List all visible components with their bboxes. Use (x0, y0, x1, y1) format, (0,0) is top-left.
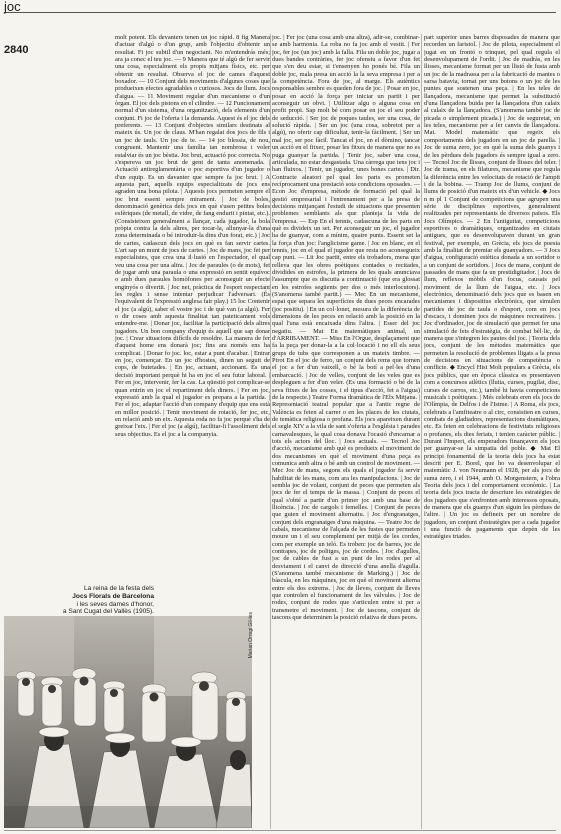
photo-caption (4, 585, 154, 616)
caption-line-bold: Jocs Florals de Barcelona (72, 592, 154, 600)
caption-line: i les seves dames d'honor, (76, 600, 154, 608)
caption-line: La reina de la festa dels (83, 585, 154, 592)
photo-credit: Marian Orregi Gil-tes (248, 612, 254, 659)
text-column-1 (115, 34, 270, 589)
text-column-2 (272, 34, 420, 829)
footer-rule (4, 830, 556, 831)
page-number: 2840 (4, 44, 29, 56)
column-divider (421, 34, 422, 829)
running-header: joc (4, 0, 21, 14)
column-text: part superior unes barres disposades de manera que recorden un faristol. | Joc de pilota, especialment el jugat en un frontó o trinquet, pel qual regula el desenvolupament de l'ordit. | Joc de madràs, en les llisses, mecanisme format per un llistó de fusta amb un joc de la madrassa per a la fabricació de mantes o sarsa batavia, tornat per uns botons o un joc de les puntes que sostenen una peça. | En les teles de llançadora, mecanisme que permet la substitució d'una llançadora buida per la llançadora d'un calaix al calaix de la llançadora. (S'anomena també joc de picada o simplement picada.) | Joc de seguretat, en les teles, mecanisme per a fer canvis de llançadora. Mat. Model matemàtic que regeix els comportaments dels jugadors en un joc de parella. | Joc de suma zero, joc en què la suma dels guanys i de les pèrdues dels jugadors és sempre igual a zero. — Tecnol Joc de llisses, conjunt de llisses del teler. | Joc de trama, en els filatures, mecanisme que regula la diferència entre les velocitats de rotació de l'ampit i de la bobina. — Tramp Joc de llums, conjunt de llums de posició d'un mateix eix d'un vehicle. ◆ Jocs n m pl 1 Conjunt de competicions que agrupen una sèrie de disciplines esportives, generalment realitzades per representants de diversos països. Els Jocs Olímpics. — 2 En l'antiguitat, competicions esportives o dramàtiques, organitzades en ciutats antigues, que es desenvolupaven durant un gran festival, per exemple, en Grècia, els jocs de poesia amb la finalitat de premiar els guanyadors. — 3 Jocs d'aigua, configuració estètica donada a un sortidor o a un conjunt de sortidors. | Jocs de mans, conjunt de passades de mans que fa un prestidigitador. | Jocs de llum, reflexos mòbils d'un focus, causats pel moviment de la llum de l'aigua, etc. | Jocs electrònics, denominació dels jocs que es basen en mecanismes i dispositius electrònics, que simulen partides de joc de taula o d'esport, com en jocs d'escacs, i dominen jocs de màquines recreatives. | Joc d'ordinador, joc de simulació que permet fer una simulació de fets d'estratègia, de combat bèl·lic, de manera que s'integren les pautes del joc. | Teoria dels jocs, conjunt de les mètodes matemàtics que permeten la resolució de problemes lligats a la presa de decisions en situacions de competència o conflicte. ◆ Encycl Hist Molt populars a Grècia, els jocs públics, que en època clàssica es presentaven com a concursos atlètics (lluita, curses, pugilat, disc, curses de carros, etc.), també hi havia competicions musicals i poètiques. | Més celebrats eren els jocs de l'Olímpia, de Delfos i de l'Istme. | A Roma, els jocs, celebrats a l'amfiteatre o al circ, consistien en curses, combats de gladiadors, representacions dramàtiques, etc. Es feien en celebracions de festivitats religioses o profanes, els dies feriats, i tenien caràcter públic. | Durant l'Imperi, els emperadors finançaven els jocs per guanyar-se la simpatia del poble. ◆ Mat El principi fonamental de la teoria dels jocs ha estat descrit per E. Borel, que ho va desenvolupar el matemàtic J. von Neumann el 1928, per als jocs de suma zero, i el 1944, amb O. Morgenstern, a l'obra Teoria dels jocs i del comportament econòmic. | La teoria dels jocs tracta de descriure les estratègies de dos jugadors que s'enfronten amb interessos oposats, de manera que els guanys d'un siguin les pèrdues de l'altre. | Un joc es defineix per un nombre de jugadors, un conjunt d'estratègies per a cada jugador i una funció de pagaments que depèn de les estratègies triades. (424, 34, 560, 541)
column-divider (270, 34, 271, 829)
photo-image (4, 616, 252, 828)
caption-line: a Sant Cugat del Vallès (1905). (62, 608, 154, 616)
text-column-3 (424, 34, 560, 829)
column-text: molt potent. Els devanters tenen un joc rápid. 8 fig Manera d'actuar d'algú o d'un grup, amb l'objectiu d'obtenir un resultat. Fi joc subtil d'un negociant. No m'entendrás més; ara ja conec el teu joc. — 9 Manera que té algú de fer servir una cosa, especialment els propis mitjans físics, etc. per obtenir un resultat. Observa el joc de cames d'aquest boxador. — 10 Conjunt dels moviments d'algunes coses que produeixen efectes agradables o curiosos. Jocs de llum. Jocs d'aigua. — 11 Moviment regular d'un mecanisme o d'un òrgan. El joc dels pistons en el cilindre. — 12 Funcionament normal d'un sistema, d'una organització, dels elements d'un conjunt. Fi joc de l'oferta i la demanda. Aquest és el joc dels preferents. — 13 Conjunt d'objectes similars destinats al mateix ús. Un joc de claus. M'han regalat dos jocs de fils i un joc de tauls. Un joc de te. — 14 joc blessia, de nou, congruent. Mantenir una família tan nombrosa i voler estalviar és un joc bèstia. Joc brut, actuació poc correcta. No s'espereva un joc brut de gent de tanta anomenada. | Actuació antireglamentària o poc esportiva d'un jugador o d'un equip. Es un davanter que sempre fa joc brut. | A aquesta part, aquells equips especialitzats de jocs ens agraden una bona pilota. | Aquests jocs permeten sempre el joc brut essent sempre mirament. | Joc de boles, denominació genèrica dels jocs en què s'usen petites boles esfèriques (de metall, de vidre, de fang endurit i pintat, etc.). (Consisteixen generalment a llançar, cada jugador, la bola pròpia contra la dels altres, per tocar-la, allunyar-la d'una zona determinada o bé introduir-la dins d'un forat, etc.) | Joc de cartes, cadascun dels jocs en què es fan servir cartes. L'art sap un munt de jocs de cartes. | Joc de mans, joc fet per especialistes, que crea una il·lusió en l'espectador, el qual veu una cosa per una altra. | Joc de paraules (o de mots), fet de jugar amb una paraula o una expressió en sentit equívoc o amb dues paraules homòfones per aconseguir un efecte enginyós o divertit. | Joc net, pràctica de l'esport respectant les regles i sense intentar perjudicar l'adversari. (És l'equivalent de l'expressió anglesa fair play.) 15 loc Contenir el joc (a algú), saber el vostre joc i de què van (a algú). Fer o dir coses amb aquesta finalitat tan pateticament vols entendre-me. | Donar joc, facilitar la participació dels altres jugadors. Un bon company d'equip és aquell que sap donar joc. | Crear situacions difícils de resoldre. La manera de fer d'aquest home ens donarà joc; fins ara només ens ha complicat. | Donar fo joc. loc, estar a punt d'acabar. | Entrar en joc, començar. En un joc d'hostes, dinen un seguit de cops, de butetades. | En joc, actuant, accionant. Es una decisió important perquè hi ha en joc el seu futur laboral. | Fer en joc, intervenir, fer la cas. La qüestió pot complicar-se quan entrin en joc el repartiment dels diners. | Fer en joc, expressió amb la qual el jugador es prepara a la partida. | Fer el joc, adaptar l'acció d'un company d'equip que ens està en millor posició. | Tenir moviment de rotació, fer joc, etc, en relació amb un eix. Aquesta roda no fa joc perquè s'ha de greixar l'eix. | Fer el joc (a algú), facilitar-li l'assoliment dels seus objectius. Es el joc a la companyia. (115, 34, 270, 438)
header-rule (4, 12, 556, 13)
column-text: joc. | Fer joc (una cosa amb una altra), adir-se, combinar-se amb harmonia. La roba no fa joc amb el vestit. | Fer joc, fer joc (un joc) amb la falla. Fila un doble joc, jugar a dues bandes contràries, fer joc ofensiu a favor d'un fet que s'en deu estar, si t'ensenyen ho ponés bé. Fila un doble joc, mala presa un acció la la seva empresa i per a la competència. Fora de joc, al marge. Els autèntics responsables sembre es queden fora de joc. | Posar en joc, posar en acció la força per iniciar un partit i per aconseguir un obvi. | Utilitzar algu o alguna cosa en profit propi. Sap molt bé com posar en joc el seu poder de seducció. | Ser joc de poques taules, ser una cosa, de solució ràpida. | Ser un joc (una cosa, sobretot per a algú), no oferir cap dificultat, tenir-la fàcilment. | Ser un mal joc, ser poc fàcil. Tancat el joc, en el dòmino, tancar un acció en el fitxer, posar les fitxes de manera que no es puga guanyar la partida. | Tenir joc, saber una cosa, articulada, no estar desgastada. Una càrrega que tens joc i han fluixos. | Tenir, un jugador, unes bones cartes. | Dir. Contracte aleatori pel qual les parts es prometen recíprocament una prestació sota condicions oposades. — Econ Joc d'empresa, mètode de formació pel qual la gestió empresarial i l'entrenament per a la presa de decisions mitjançant l'estudi de situacions que presenten problemes semblants als que planteja la vida de l'empresa. — Esp En el tennis, cadascuna de les parts en què es divideix un set. Per aconseguir un joc, el jugador ha de guanyar, com a mínim, quatre punts. Essent set la la força d'un joc: l'anglicisme game. | Joc en blanc, en el tennis, joc en el qual el jugador que resta no aconsegueix cap punt. — Lit Joc partit, entre els trobadors, mena que relleva que les obres poètiques contades o recitades, dividides en estrofes, la primera de les quals anunciava l'assumpte que es discutia a continuació (que era glossat en les estrofes següents per dos o més interlocutors). (S'anomena també partit.) — Mec En un mecanisme, espai que separa les superfícies de dues peces encarades (joc positiu). | En un col·lonet, mesura de la diferència de dimensions de les peces en relació amb la posició en la qual l'una està encaixada dins l'altra. | Esser del joc negatiu. — Mat En matemàtiques animal, un d'ARRIBAMENT. — Miss En l'Orgue, desplaçament que fa la peça per donar-la a la col·locació i no ell els seus grups de tubs que corresponen a un mateix timbre. — Pirot En el joc de ferro, un conjunt dels rems que tornen el joc a fer d'un vaixell, o bé la botí a pel·les d'una embarcació. | Joc de velles, conjunt de les veles que es despleguen a fer d'un veler. (Es una formació o bé de la seva fitxes de les cosses, i el tipus d'acció, fet a l'aigua) de la respecte.) Teatre Forma dramàtica de l'Elx Mitjana. | Representació teatral popular que a l'antic regne de València es feien al carrer o en les places de les ciutats, de temàtica religiosa o profana. Els jocs apareixen durant el segle XIV a la vila de sant s'oferia a l'església i parades carnavalesques, la qual cosa donava l'ocasió d'encarnar a tots els actors del lloc. | Jocs actuals. — Tecnol Joc d'acció, mecanisme amb què es produeix el moviment de dos mecanismes en què el moviment d'una peça es comunica amb altra o bé amb un control de moviment. — Mec Joc de mans, segons els quals el jugador fa servir habilitat de les mans, com ara les manipulacions. | Joc de sembla joc de volant, conjunt de peces que permeten als jocs de fer el temps de la massa. | Conjunt de peces el qual s'obté a partir d'un primer joc amb una base de llicència. | Joc de cargols i femelles. | Conjunt de peces que guien el moviment alternatiu. | Joc d'engranatges, conjunt dels engranatges d'una màquina. — Teatre Joc de cabals, mecanisme de l'alçada de les fustes que permeten moure un i el seu complement per mitjà de les cordes, com per exemple un teló. Es troben: joc de barres, joc de contrapes, joc de politges, joc de cordes. | Joc d'agulles, joc de cables de fust a un punt de les rodes per al desviament i el canvi de direcció d'una anella d'agulla. (S'anomena també mecanisme de Marking.) | Joc de bàscula, en les màquines, joc en què el moviment alterna entre els dos extrems. | Joc de lleves, conjunt de lleves que controlen el funcionament de les vàlvules. | Joc de rodes, conjunt de rodes que s'articulen entre si per a transmetre el moviment. | Joc de tascons, conjunt de tascons que determinen la posició relativa de dues peces. (272, 34, 420, 622)
historical-photo (4, 616, 252, 828)
